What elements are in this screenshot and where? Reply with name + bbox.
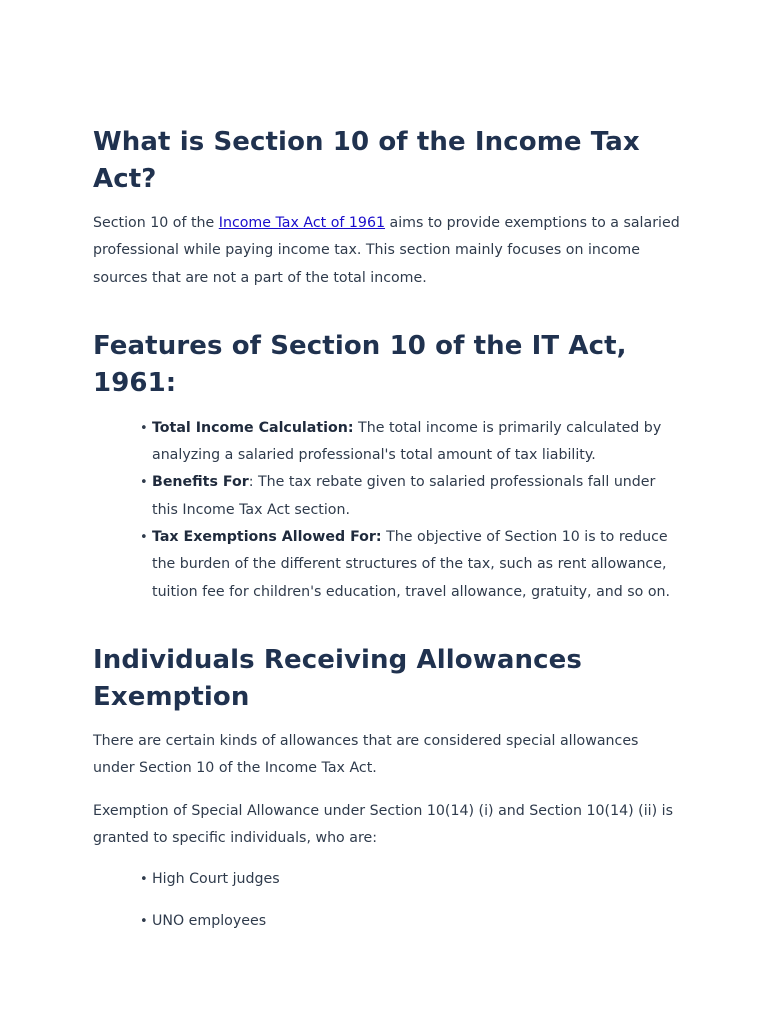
- bullet-icon: •: [140, 913, 148, 929]
- bullet-icon: •: [140, 475, 148, 491]
- feature-text: : The tax rebate given to salaried professionals fall under this Income Tax Act section.: [152, 474, 656, 518]
- section-heading-features: Features of Section 10 of the IT Act, 1961:: [93, 330, 627, 398]
- individual-text: UNO employees: [152, 912, 267, 929]
- feature-item-benefits: [128, 469, 683, 524]
- individual-item-uno: [128, 908, 683, 935]
- individual-item-judges: [128, 866, 683, 893]
- feature-label: Total Income Calculation:: [152, 419, 354, 436]
- feature-label: Benefits For: [152, 474, 249, 491]
- feature-item-total-income: [128, 415, 683, 470]
- bullet-icon: •: [140, 420, 148, 436]
- feature-text: The total income is primarily calculated by analyzing a salaried professional's total amount of tax liability.: [152, 419, 662, 464]
- exemption-paragraph: Exemption of Special Allowance under Section 10(14) (i) and Section 10(14) (ii) is granted to specific individuals, who are:: [93, 802, 673, 846]
- features-list: [93, 415, 683, 606]
- bullet-icon: •: [140, 872, 148, 888]
- article-body: [93, 124, 683, 950]
- feature-item-exemptions: [128, 524, 683, 606]
- individual-text: High Court judges: [152, 871, 280, 888]
- section-heading-what-is: What is Section 10 of the Income Tax Act?: [93, 127, 640, 194]
- allowances-paragraph: There are certain kinds of allowances that are considered special allowances under Section 10 of the Income Tax Act.: [93, 732, 639, 777]
- bullet-icon: •: [140, 530, 148, 546]
- income-tax-act-link[interactable]: Income Tax Act of 1961: [218, 215, 386, 231]
- intro-paragraph: [93, 210, 683, 292]
- feature-text: The objective of Section 10 is to reduce the burden of the different structures of the tax, such as rent allowance, tuition fee for children's education, travel allowance, gratuity, and so on.: [152, 529, 671, 600]
- individuals-list: [93, 866, 683, 935]
- intro-text-end: aims to provide exemptions to a salaried professional while paying income tax. This section mainly focuses on income sources that are not a part of the total income.: [93, 215, 680, 286]
- section-heading-individuals: Individuals Receiving Allowances Exemption: [93, 644, 582, 712]
- intro-text-start: Section 10 of the: [93, 215, 219, 231]
- feature-label: Tax Exemptions Allowed For:: [152, 529, 382, 546]
